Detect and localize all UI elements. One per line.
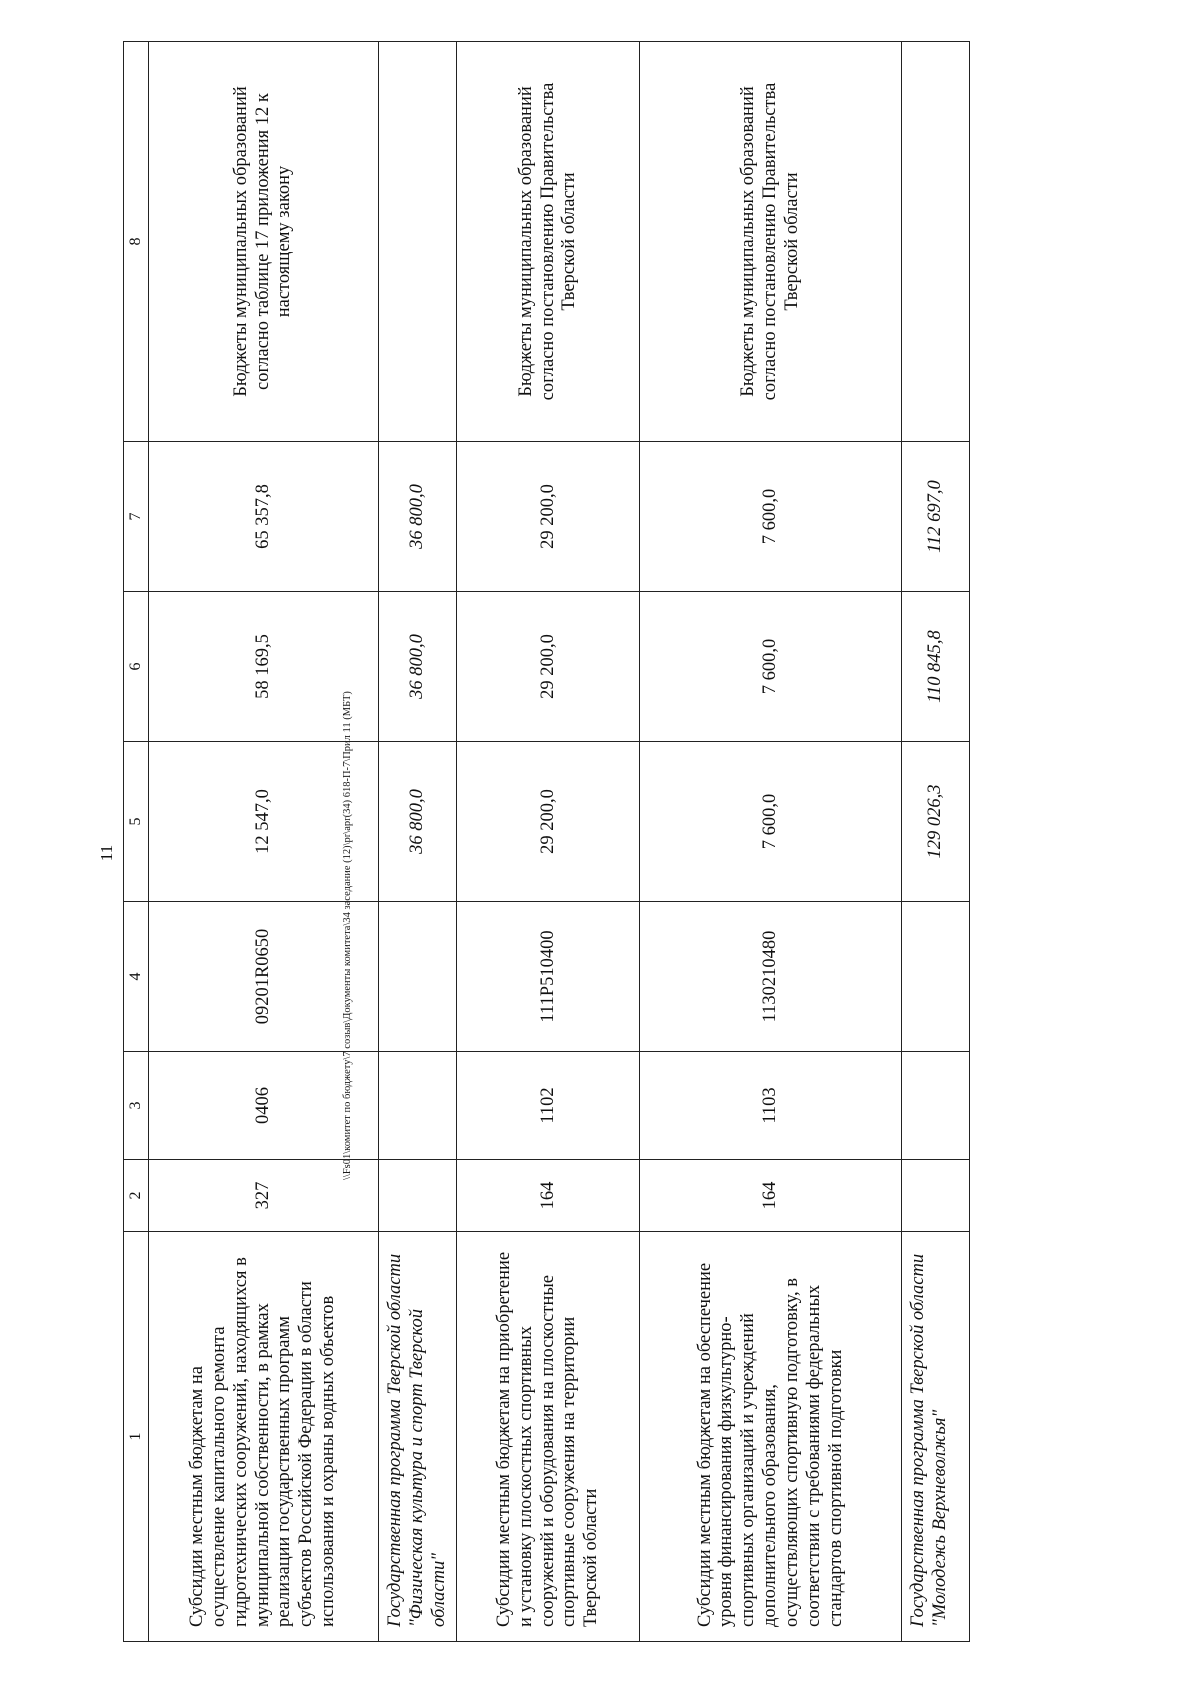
ministry-code: 327 xyxy=(149,1160,379,1232)
amount-col6: 110 845,8 xyxy=(902,592,970,742)
column-header: 6 xyxy=(124,592,149,742)
column-header: 5 xyxy=(124,742,149,902)
column-header: 7 xyxy=(124,442,149,592)
row-description: Субсидии местным бюджетам на приобретение и установку плоскостных спортивных сооружений и оборудования на плоскостные спортивные сооружения на территории Тверской области xyxy=(457,1232,640,1642)
program-title: Государственная программа Тверской области "Молодежь Верхневолжья" xyxy=(902,1232,970,1642)
row-description: Субсидии местным бюджетам на осуществление капитального ремонта гидротехнических сооружений, находящихся в муниципальной собственности, в рамках реализации государственных программ субъектов Российской Федерации в области использования и охраны водных объектов xyxy=(149,1232,379,1642)
target-article-code: 1130210480 xyxy=(640,902,902,1052)
distribution-note: Бюджеты муниципальных образований согласно постановлению Правительства Тверской области xyxy=(640,42,902,442)
target-article-code: 111P510400 xyxy=(457,902,640,1052)
distribution-note: Бюджеты муниципальных образований согласно постановлению Правительства Тверской области xyxy=(457,42,640,442)
budget-table-rotated xyxy=(123,42,1123,1642)
table-row xyxy=(640,42,902,1642)
amount-col7: 7 600,0 xyxy=(640,442,902,592)
distribution-note: Бюджеты муниципальных образований согласно таблице 17 приложения 12 к настоящему закону xyxy=(149,42,379,442)
column-header: 8 xyxy=(124,42,149,442)
program-title: Государственная программа Тверской области "Физическая культура и спорт Тверской области" xyxy=(379,1232,457,1642)
amount-col5: 7 600,0 xyxy=(640,742,902,902)
budget-table xyxy=(123,41,970,1642)
table-row xyxy=(457,42,640,1642)
ministry-code xyxy=(902,1160,970,1232)
row-description: Субсидии местным бюджетам на обеспечение уровня финансирования физкультурно-спортивных организаций и учреждений дополнительного образования, осуществляющих спортивную подготовку, в соответствии с требованиями федеральных стандартов спортивной подготовки xyxy=(640,1232,902,1642)
section-code: 1103 xyxy=(640,1052,902,1160)
amount-col7: 29 200,0 xyxy=(457,442,640,592)
table-header-row xyxy=(124,42,149,1642)
amount-col6: 29 200,0 xyxy=(457,592,640,742)
column-header: 2 xyxy=(124,1160,149,1232)
amount-col5: 36 800,0 xyxy=(379,742,457,902)
target-article-code: 09201R0650 xyxy=(149,902,379,1052)
amount-col6: 36 800,0 xyxy=(379,592,457,742)
section-code: 0406 xyxy=(149,1052,379,1160)
distribution-note xyxy=(902,42,970,442)
amount-col5: 29 200,0 xyxy=(457,742,640,902)
amount-col7: 65 357,8 xyxy=(149,442,379,592)
target-article-code xyxy=(379,902,457,1052)
ministry-code: 164 xyxy=(457,1160,640,1232)
column-header: 3 xyxy=(124,1052,149,1160)
amount-col6: 7 600,0 xyxy=(640,592,902,742)
amount-col7: 112 697,0 xyxy=(902,442,970,592)
table-row xyxy=(379,42,457,1642)
ministry-code xyxy=(379,1160,457,1232)
target-article-code xyxy=(902,902,970,1052)
column-header: 1 xyxy=(124,1232,149,1642)
amount-col5: 129 026,3 xyxy=(902,742,970,902)
table-row xyxy=(902,42,970,1642)
amount-col7: 36 800,0 xyxy=(379,442,457,592)
distribution-note xyxy=(379,42,457,442)
footer-file-path: \\Fs01\комитет по бюджету\7 созыв\Документы комитета\34 заседание (12)\pr\apr(34) 618-П-7\Прил 11 (МБТ) xyxy=(342,691,353,1180)
amount-col5: 12 547,0 xyxy=(149,742,379,902)
section-code xyxy=(902,1052,970,1160)
section-code xyxy=(379,1052,457,1160)
column-header: 4 xyxy=(124,902,149,1052)
page-number: 11 xyxy=(97,844,116,862)
ministry-code: 164 xyxy=(640,1160,902,1232)
amount-col6: 58 169,5 xyxy=(149,592,379,742)
section-code: 1102 xyxy=(457,1052,640,1160)
